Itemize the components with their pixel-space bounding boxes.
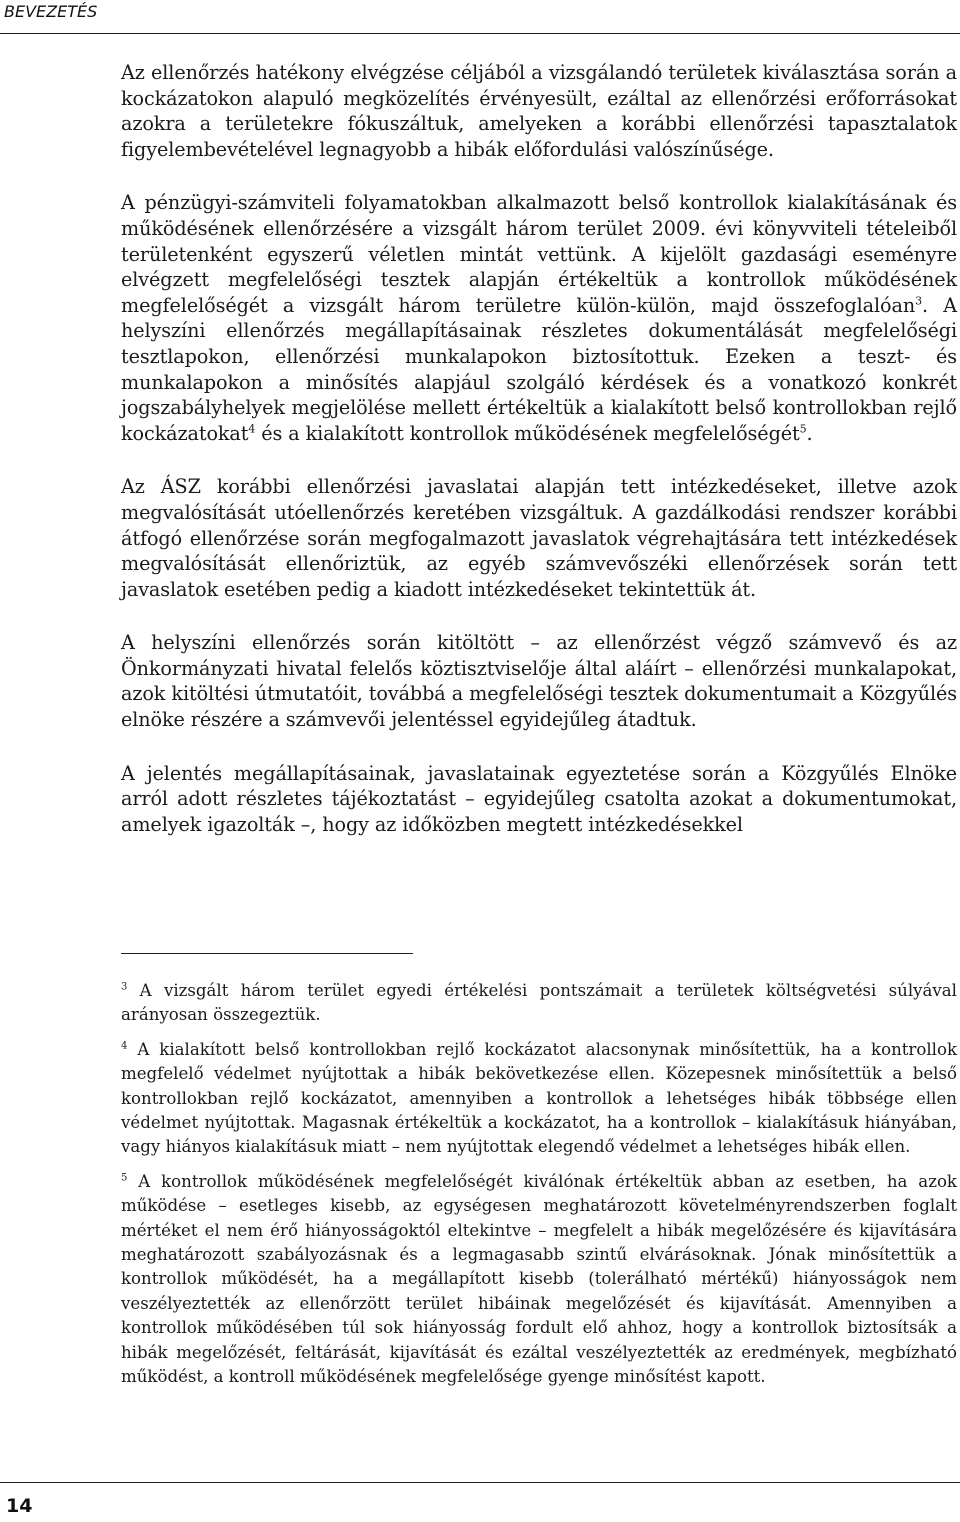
- footnote-4: [121, 1038, 957, 1160]
- header-divider: [0, 33, 960, 34]
- footnote-3: [121, 979, 957, 1028]
- footnote-ref-4: 4: [248, 422, 256, 436]
- footnote-text: A kialakított belső kontrollokban rejlő kockázatot alacsonynak minősítettük, ha a kontrollok megfelelő védelmet nyújtottak a hibák bekövetkezése ellen. Közepesnek minősítettük a belső kontrollokban rejlő kockázatot, amennyiben a kontrollok a lehetséges hibák többsége ellen védelmet nyújtottak. Magasnak értékeltük a kockázatot, ha a kontrollok – kialakításuk hiányában, vagy hiányos kialakításuk miatt – nem nyújtottak elegendő védelmet a lehetséges hibák ellen.: [121, 1039, 958, 1157]
- paragraph-1: Az ellenőrzés hatékony elvégzése céljából a vizsgálandó területek kiválasztása során a kockázatokon alapuló megközelítés érvényesült, ezáltal az ellenőrzési erőforrásokat azokra a területekre fókuszáltuk, amelyeken a korábbi ellenőrzési tapasztalatok figyelembevételével legnagyobb a hibák előfordulási valószínűsége.: [121, 61, 957, 161]
- footnotes: [121, 979, 957, 1400]
- paragraph-5: A jelentés megállapításainak, javaslatainak egyeztetése során a Közgyűlés Elnöke arról adott részletes tájékoztatást – egyidejűleg csatolta azokat a dokumentumokat, amelyek igazolták –, hogy az időközben megtett intézkedésekkel: [121, 761, 957, 836]
- footnote-divider: [121, 953, 413, 954]
- paragraph-2-part-a: A pénzügyi-számviteli folyamatokban alkalmazott belső kontrollok kialakításának és működésének ellenőrzésére a vizsgált három terület 2009. évi könyvviteli tételeiből területenként egyszerű véletlen mintát vettünk. A kijelölt gazdasági eseményre elvégzett megfelelőségi tesztek alapján értékeltük a kontrollok működésének megfelelőségét a vizsgált három területre külön-külön, majd összefoglalóan: [121, 191, 957, 317]
- footnote-text: A kontrollok működésének megfelelőségét kiválónak értékeltük abban az esetben, ha azok működése – esetleges kisebb, az egységesen meghatározott követelményrendszerben foglalt mértéket el nem érő hiányosságoktól eltekintve – megfelelt a hibák megelőzésére és kijavítására meghatározott szabályozásnak és a legmagasabb szintű elvárásoknak. Jónak minősítettük a kontrollok működését, ha a megállapított kisebb (tolerálható mértékű) hiányosságok nem veszélyeztették az ellenőrzött terület hibáinak megelőzését és kijavítását. Amennyiben a kontrollok működésében túl sok hiányosság fordult elő ahhoz, hogy a kontrollok biztosítsák a hibák megelőzését, feltárását, kijavítását és ezáltal veszélyeztették az eredmények, megbízható működést, a kontroll működésének megfelelősége gyenge minősítést kapott.: [121, 1171, 957, 1387]
- paragraph-2-part-c: és a kialakított kontrollok működésének megfelelőségét: [255, 421, 800, 445]
- footnote-text: A vizsgált három terület egyedi értékelési pontszámait a területek költségvetési súlyával arányosan összegeztük.: [121, 981, 957, 1025]
- footer-divider: [0, 1482, 960, 1483]
- footnote-ref-3: 3: [915, 294, 923, 308]
- paragraph-3: Az ÁSZ korábbi ellenőrzési javaslatai alapján tett intézkedéseket, illetve azok megvalósítását utóellenőrzés keretében vizsgáltuk. A gazdálkodási rendszer korábbi átfogó ellenőrzése során megfogalmazott javaslatok végrehajtására tett intézkedések megvalósítását ellenőriztük, az egyéb számvevőszéki ellenőrzések során tett javaslatok esetében pedig a kiadott intézkedéseket tekintettük át.: [121, 475, 957, 601]
- footnote-number: 5: [121, 1172, 128, 1184]
- main-text: [121, 60, 957, 865]
- footnote-5: [121, 1170, 957, 1390]
- section-header: BEVEZETÉS: [4, 2, 98, 21]
- page-number: 14: [6, 1495, 33, 1517]
- paragraph-4: A helyszíni ellenőrzés során kitöltött – az ellenőrzést végző számvevő és az Önkormányzati hivatal felelős köztisztviselője által aláírt – ellenőrzési munkalapokat, azok kitöltési útmutatóit, továbbá a megfelelőségi tesztek dokumentumait a Közgyűlés elnöke részére a számvevői jelentéssel egyidejűleg átadtuk.: [121, 631, 957, 732]
- paragraph-2-part-d: .: [806, 421, 813, 445]
- footnote-ref-5: 5: [799, 422, 807, 436]
- paragraph-2-part-b: . A helyszíni ellenőrzés megállapításainak részletes dokumentálását megfelelőségi tesztlapokon, ellenőrzési munkalapokon biztosítottuk. Ezeken a teszt- és munkalapokon a minősítés alapjául szolgáló kérdések és a vonatkozó konkrét jogszabályhelyek megjelölése mellett értékeltük a kialakított belső kontrollokban rejlő kockázatokat: [121, 293, 957, 445]
- footnote-number: 4: [121, 1040, 128, 1052]
- paragraph-2: [121, 190, 957, 446]
- footnote-number: 3: [121, 981, 128, 993]
